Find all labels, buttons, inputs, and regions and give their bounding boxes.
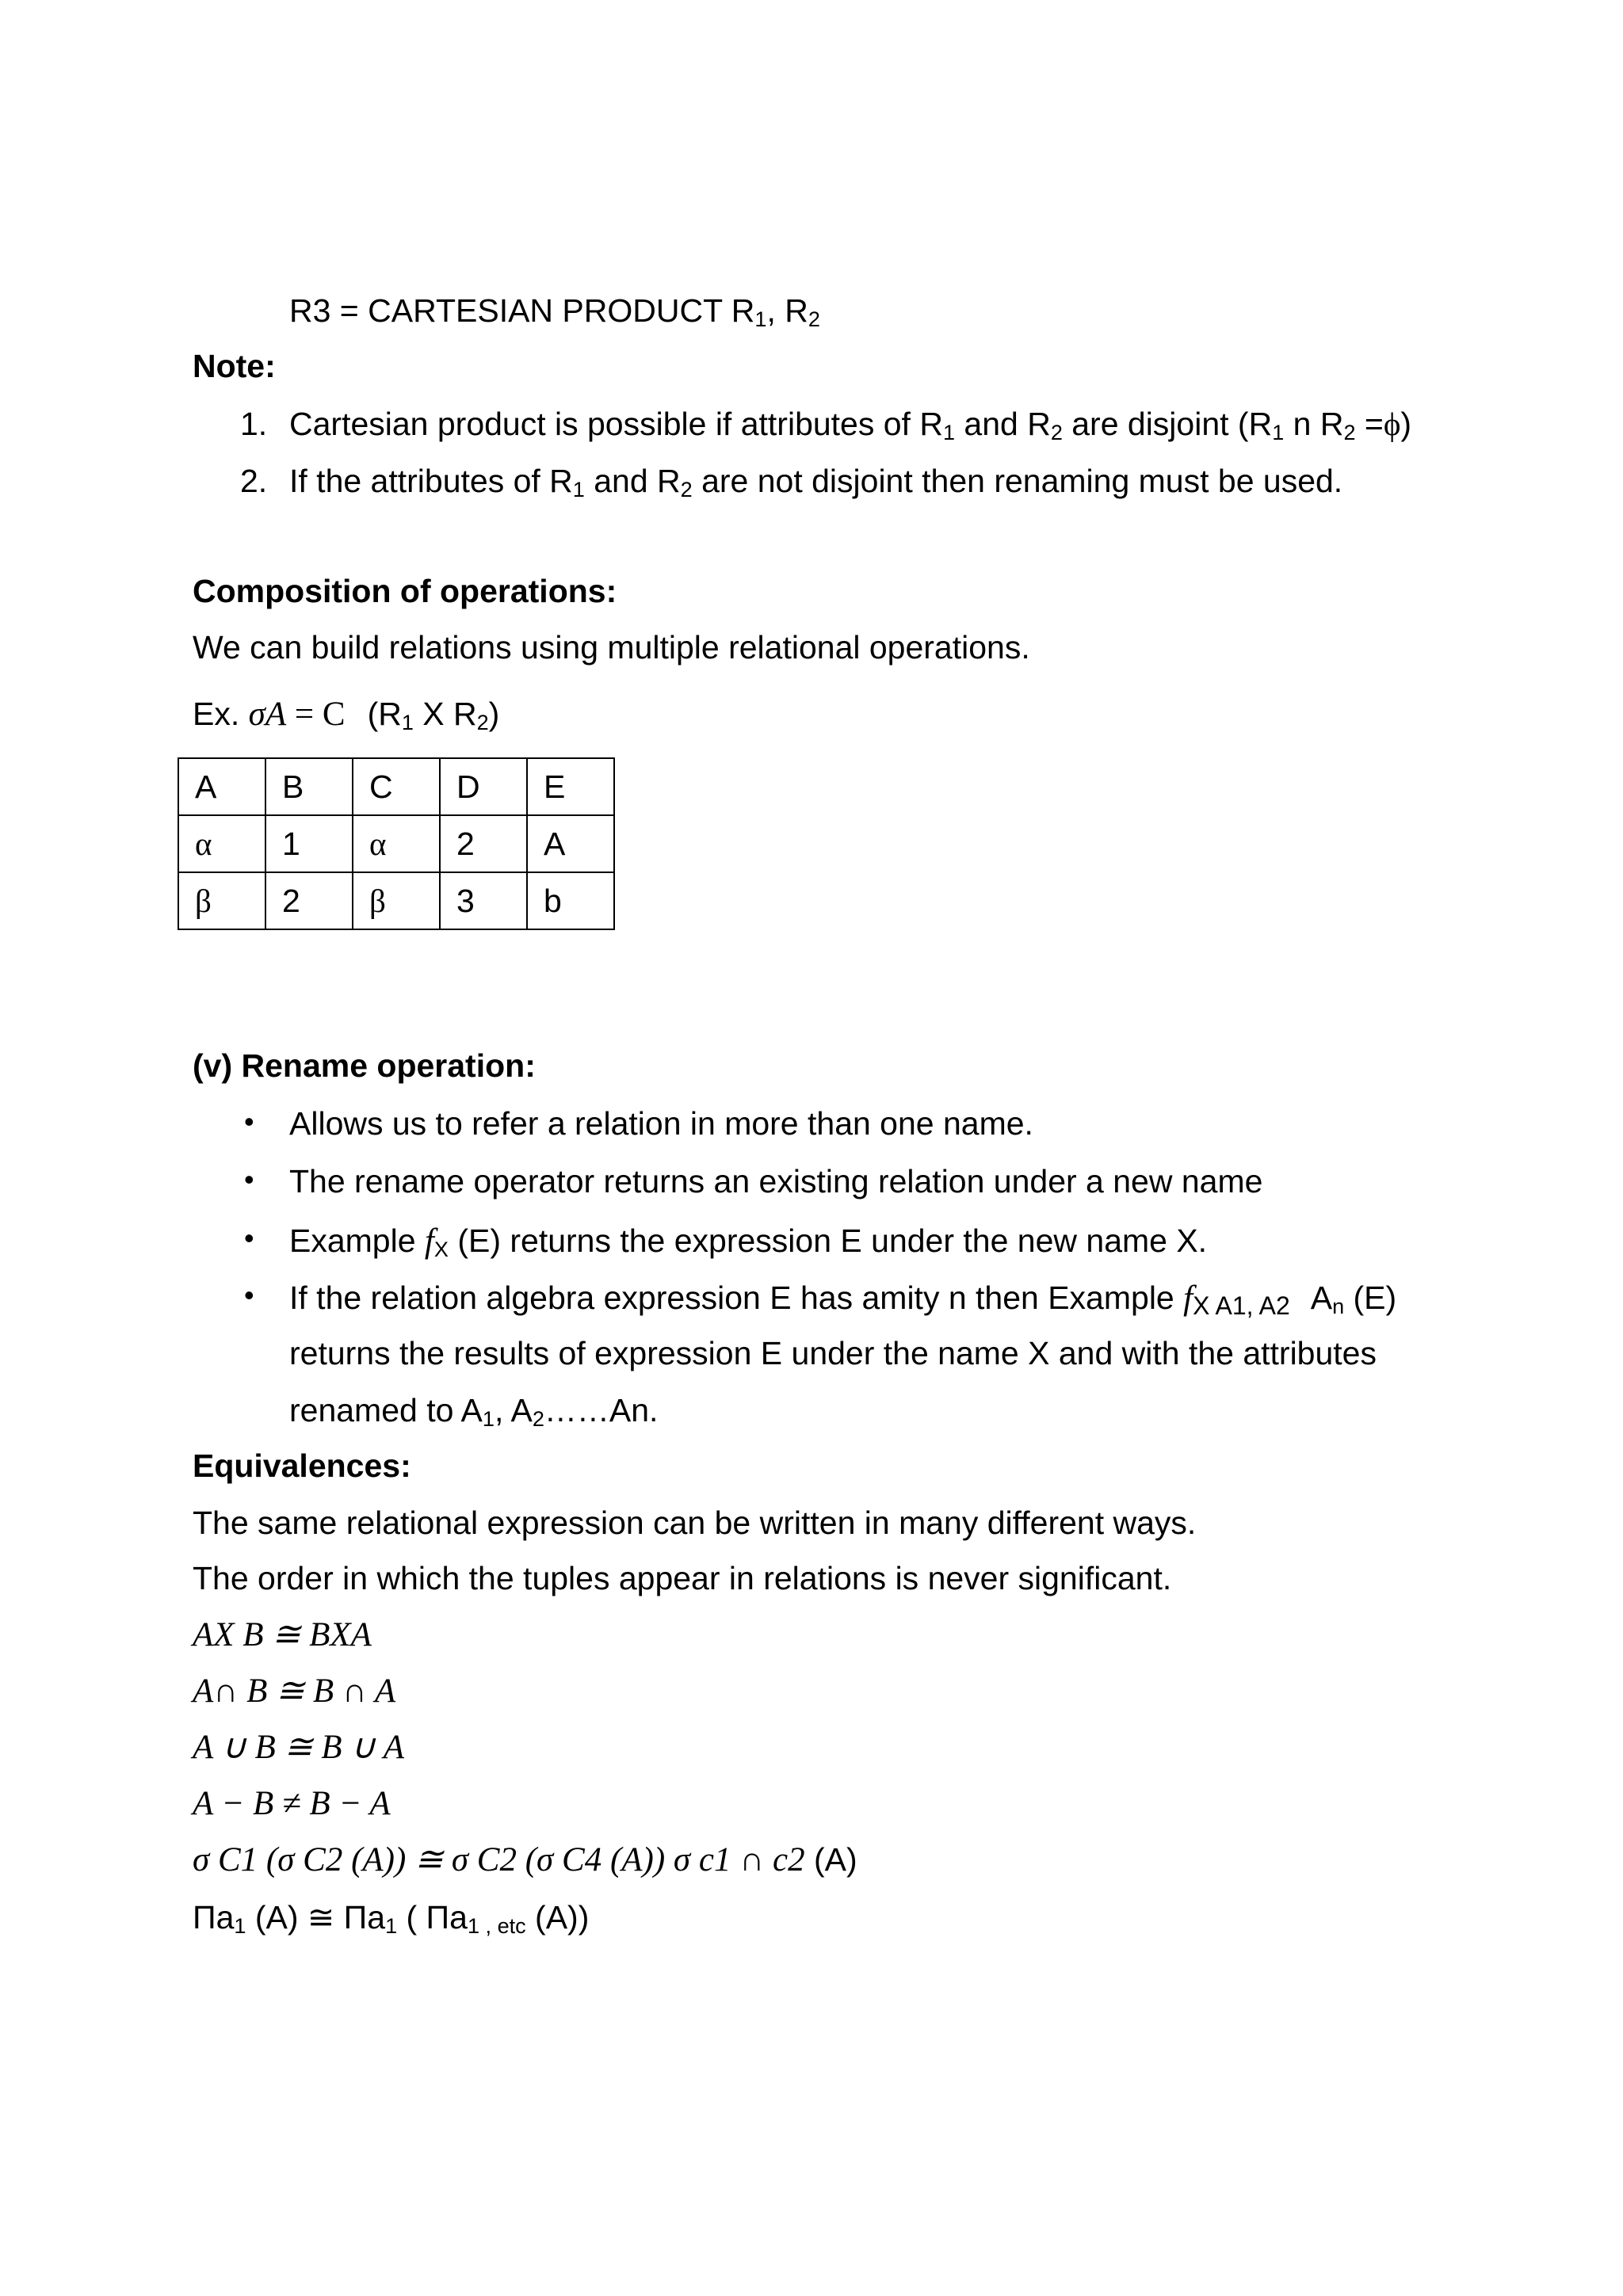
bullet-icon: • <box>244 1105 254 1138</box>
table-header-cell: C <box>353 758 440 815</box>
equivalences-heading: Equivalences: <box>193 1447 411 1484</box>
rename-bullet-4-line-2: returns the results of expression E under the name X and with the attributes <box>289 1335 1377 1371</box>
equivalences-line-2: The order in which the tuples appear in relations is never significant. <box>193 1560 1172 1596</box>
table-cell: A <box>527 815 614 872</box>
table-row <box>178 815 614 872</box>
table-row <box>178 872 614 929</box>
equivalences-line-1: The same relational expression can be written in many different ways. <box>193 1505 1197 1541</box>
composition-heading: Composition of operations: <box>193 573 617 609</box>
composition-text: We can build relations using multiple relational operations. <box>193 629 1030 666</box>
table-cell: 2 <box>440 815 527 872</box>
equivalence-difference: A − B ≠ B − A <box>193 1785 391 1822</box>
bullet-icon: • <box>244 1222 254 1254</box>
table-header-row <box>178 758 614 815</box>
table-cell: 2 <box>265 872 353 929</box>
cartesian-product-line: R3 = CARTESIAN PRODUCT $R_1$, $R_2$ <box>289 292 820 331</box>
table-cell: α <box>353 815 440 872</box>
table-cell: 1 <box>265 815 353 872</box>
rename-heading: (v) Rename operation: <box>193 1047 536 1084</box>
note-heading: Note: <box>193 348 276 384</box>
composition-example: Ex. σA = C ($R_1$ X $R_2$) <box>193 696 500 734</box>
rename-bullet-4-line-3: renamed to $A_1$, $A_2\dots\dots An$. <box>289 1392 659 1431</box>
table-cell: β <box>178 872 265 929</box>
table-cell: 3 <box>440 872 527 929</box>
equivalence-union: A ∪ B ≅ B ∪ A <box>193 1729 404 1766</box>
equivalence-projection: $\Pi a_1$ (A) ≅ $\Pi a_1$ ( $\Pi a_{1 , etc}$ (A)) <box>193 1899 590 1938</box>
equivalence-intersection: A∩ B ≅ B ∩ A <box>193 1672 396 1710</box>
table-cell: α <box>178 815 265 872</box>
phi-symbol: ϕ <box>1383 406 1401 442</box>
table-header-cell: D <box>440 758 527 815</box>
equivalence-cartesian: AX B ≅ BXA <box>193 1616 372 1653</box>
table-header-cell: B <box>265 758 353 815</box>
table-cell: β <box>353 872 440 929</box>
table-cell: b <box>527 872 614 929</box>
bullet-icon: • <box>244 1163 254 1196</box>
table-header-cell: A <box>178 758 265 815</box>
equivalence-selection: σ C1 (σ C2 (A)) ≅ σ C2 (σ C4 (A)) σ c1 ∩ c2 (A) <box>193 1841 857 1878</box>
bullet-icon: • <box>244 1279 254 1311</box>
table-header-cell: E <box>527 758 614 815</box>
relation-table <box>178 757 615 930</box>
